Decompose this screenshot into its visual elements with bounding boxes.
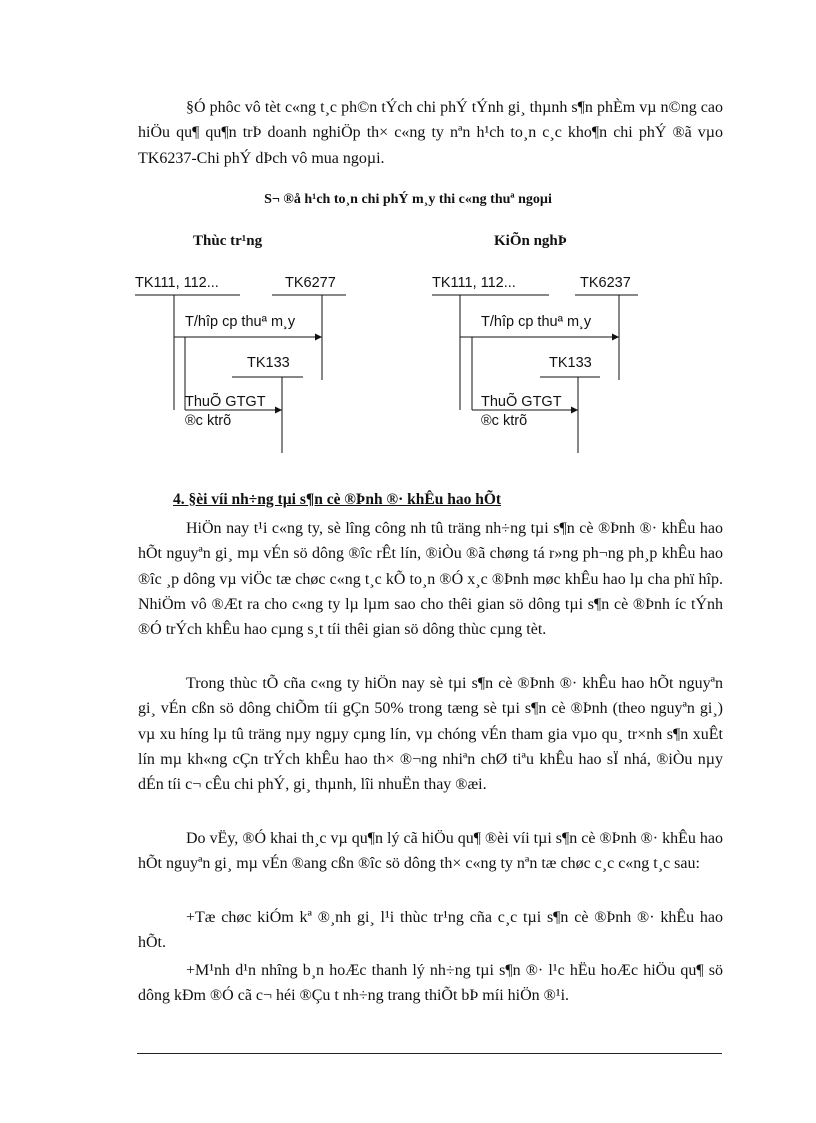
section-paragraph-1: HiÖn nay t¹i c«ng ty, sè lîng công nh tû träng nh÷ng tµi s¶n cè ®Þnh ®· khÊu hao hÕt nguyªn gi¸ mµ vÉn sö dông ®îc rÊt lín, ®iÒu ®ã chøng tá r»ng ph¬ng ph¸p khÊu hao ®îc ¸p dông vµ viÖc tæ chøc c«ng t¸c kÕ to¸n ®Ó x¸c ®Þnh møc khÊu hao lµ cha phï hîp. NhiÖm vô ®Æt ra cho c«ng ty lµ lµm sao cho thêi gian sö dông tµi s¶n cè ®Þnh íc tÝnh ®Ó trÝch khÊu hao cµng s¸t tíi thêi gian sö dông thùc cµng tèt. [138, 520, 723, 639]
left-acct-vat: TK133 [247, 355, 290, 371]
right-label-deduct: ®c ktrõ [481, 413, 528, 429]
right-heading: KiÕn nghÞ [494, 233, 567, 249]
section-paragraph-3: Do vËy, ®Ó khai th¸c vµ qu¶n lý cã hiÖu qu¶ ®èi víi tµi s¶n cè ®Þnh ®· khÊu hao hÕt nguyªn gi¸ mµ vÉn ®ang cßn ®îc sö dông th× c«ng ty nªn tæ chøc c¸c c«ng t¸c sau: [138, 830, 723, 873]
section-paragraph-5: +M¹nh d¹n nhîng b¸n hoÆc thanh lý nh÷ng tµi s¶n ®· l¹c hËu hoÆc hiÖu qu¶ sö dông kÐm ®Ó cã c¬ héi ®Çu t nh÷ng trang thiÕt bÞ míi hiÖn ®¹i. [138, 962, 723, 1005]
left-acct-source: TK111, 112... [135, 275, 219, 291]
right-acct-vat: TK133 [549, 355, 592, 371]
section-heading: 4. §èi víi nh÷ng tµi s¶n cè ®Þnh ®· khÊu hao hÕt [173, 491, 502, 508]
intro-paragraph: §Ó phôc vô tèt c«ng t¸c ph©n tÝch chi phÝ tÝnh gi¸ thµnh s¶n phÈm vµ n©ng cao hiÖu qu¶ qu¶n trÞ doanh nghiÖp th× c«ng ty nªn h¹ch to¸n c¸c kho¶n chi phÝ ®ã vµo TK6237-Chi phÝ dÞch vô mua ngoµi. [138, 99, 723, 167]
footer-rule [137, 1053, 722, 1054]
right-acct-target: TK6237 [580, 275, 631, 291]
right-acct-source: TK111, 112... [432, 275, 516, 291]
diagram-title: S¬ ®å h¹ch to¸n chi phÝ m¸y thi c«ng thuª ngoµi [264, 192, 552, 207]
left-heading: Thùc tr¹ng [193, 233, 263, 249]
left-label-cost: T/hîp cp thuª m¸y [185, 314, 296, 330]
left-acct-target: TK6277 [285, 275, 336, 291]
right-label-cost: T/hîp cp thuª m¸y [481, 314, 592, 330]
left-label-vat: ThuÕ GTGT [185, 394, 266, 410]
right-label-vat: ThuÕ GTGT [481, 394, 562, 410]
left-label-deduct: ®c ktrõ [185, 413, 232, 429]
section-paragraph-2: Trong thùc tÕ cña c«ng ty hiÖn nay sè tµi s¶n cè ®Þnh ®· khÊu hao hÕt nguyªn gi¸ vÉn cßn sö dông chiÕm tíi gÇn 50% trong tæng sè tµi s¶n cè ®Þnh (theo nguyªn gi¸) vµ xu híng lµ tû träng nµy ngµy cµng lín, vµ chóng vÉn tham gia vµo qu¸ tr×nh s¶n xuÊt lín mµ kh«ng cÇn trÝch khÊu hao th× ®¬ng nhiªn chØ tiªu khÊu hao sÏ nhá, ®iÒu nµy dÉn tíi c¬ cÊu chi phÝ, gi¸ thµnh, lîi nhuËn thay ®æi. [138, 675, 723, 794]
section-paragraph-4: +Tæ chøc kiÓm kª ®¸nh gi¸ l¹i thùc tr¹ng cña c¸c tµi s¶n cè ®Þnh ®· khÊu hao hÕt. [138, 909, 723, 952]
